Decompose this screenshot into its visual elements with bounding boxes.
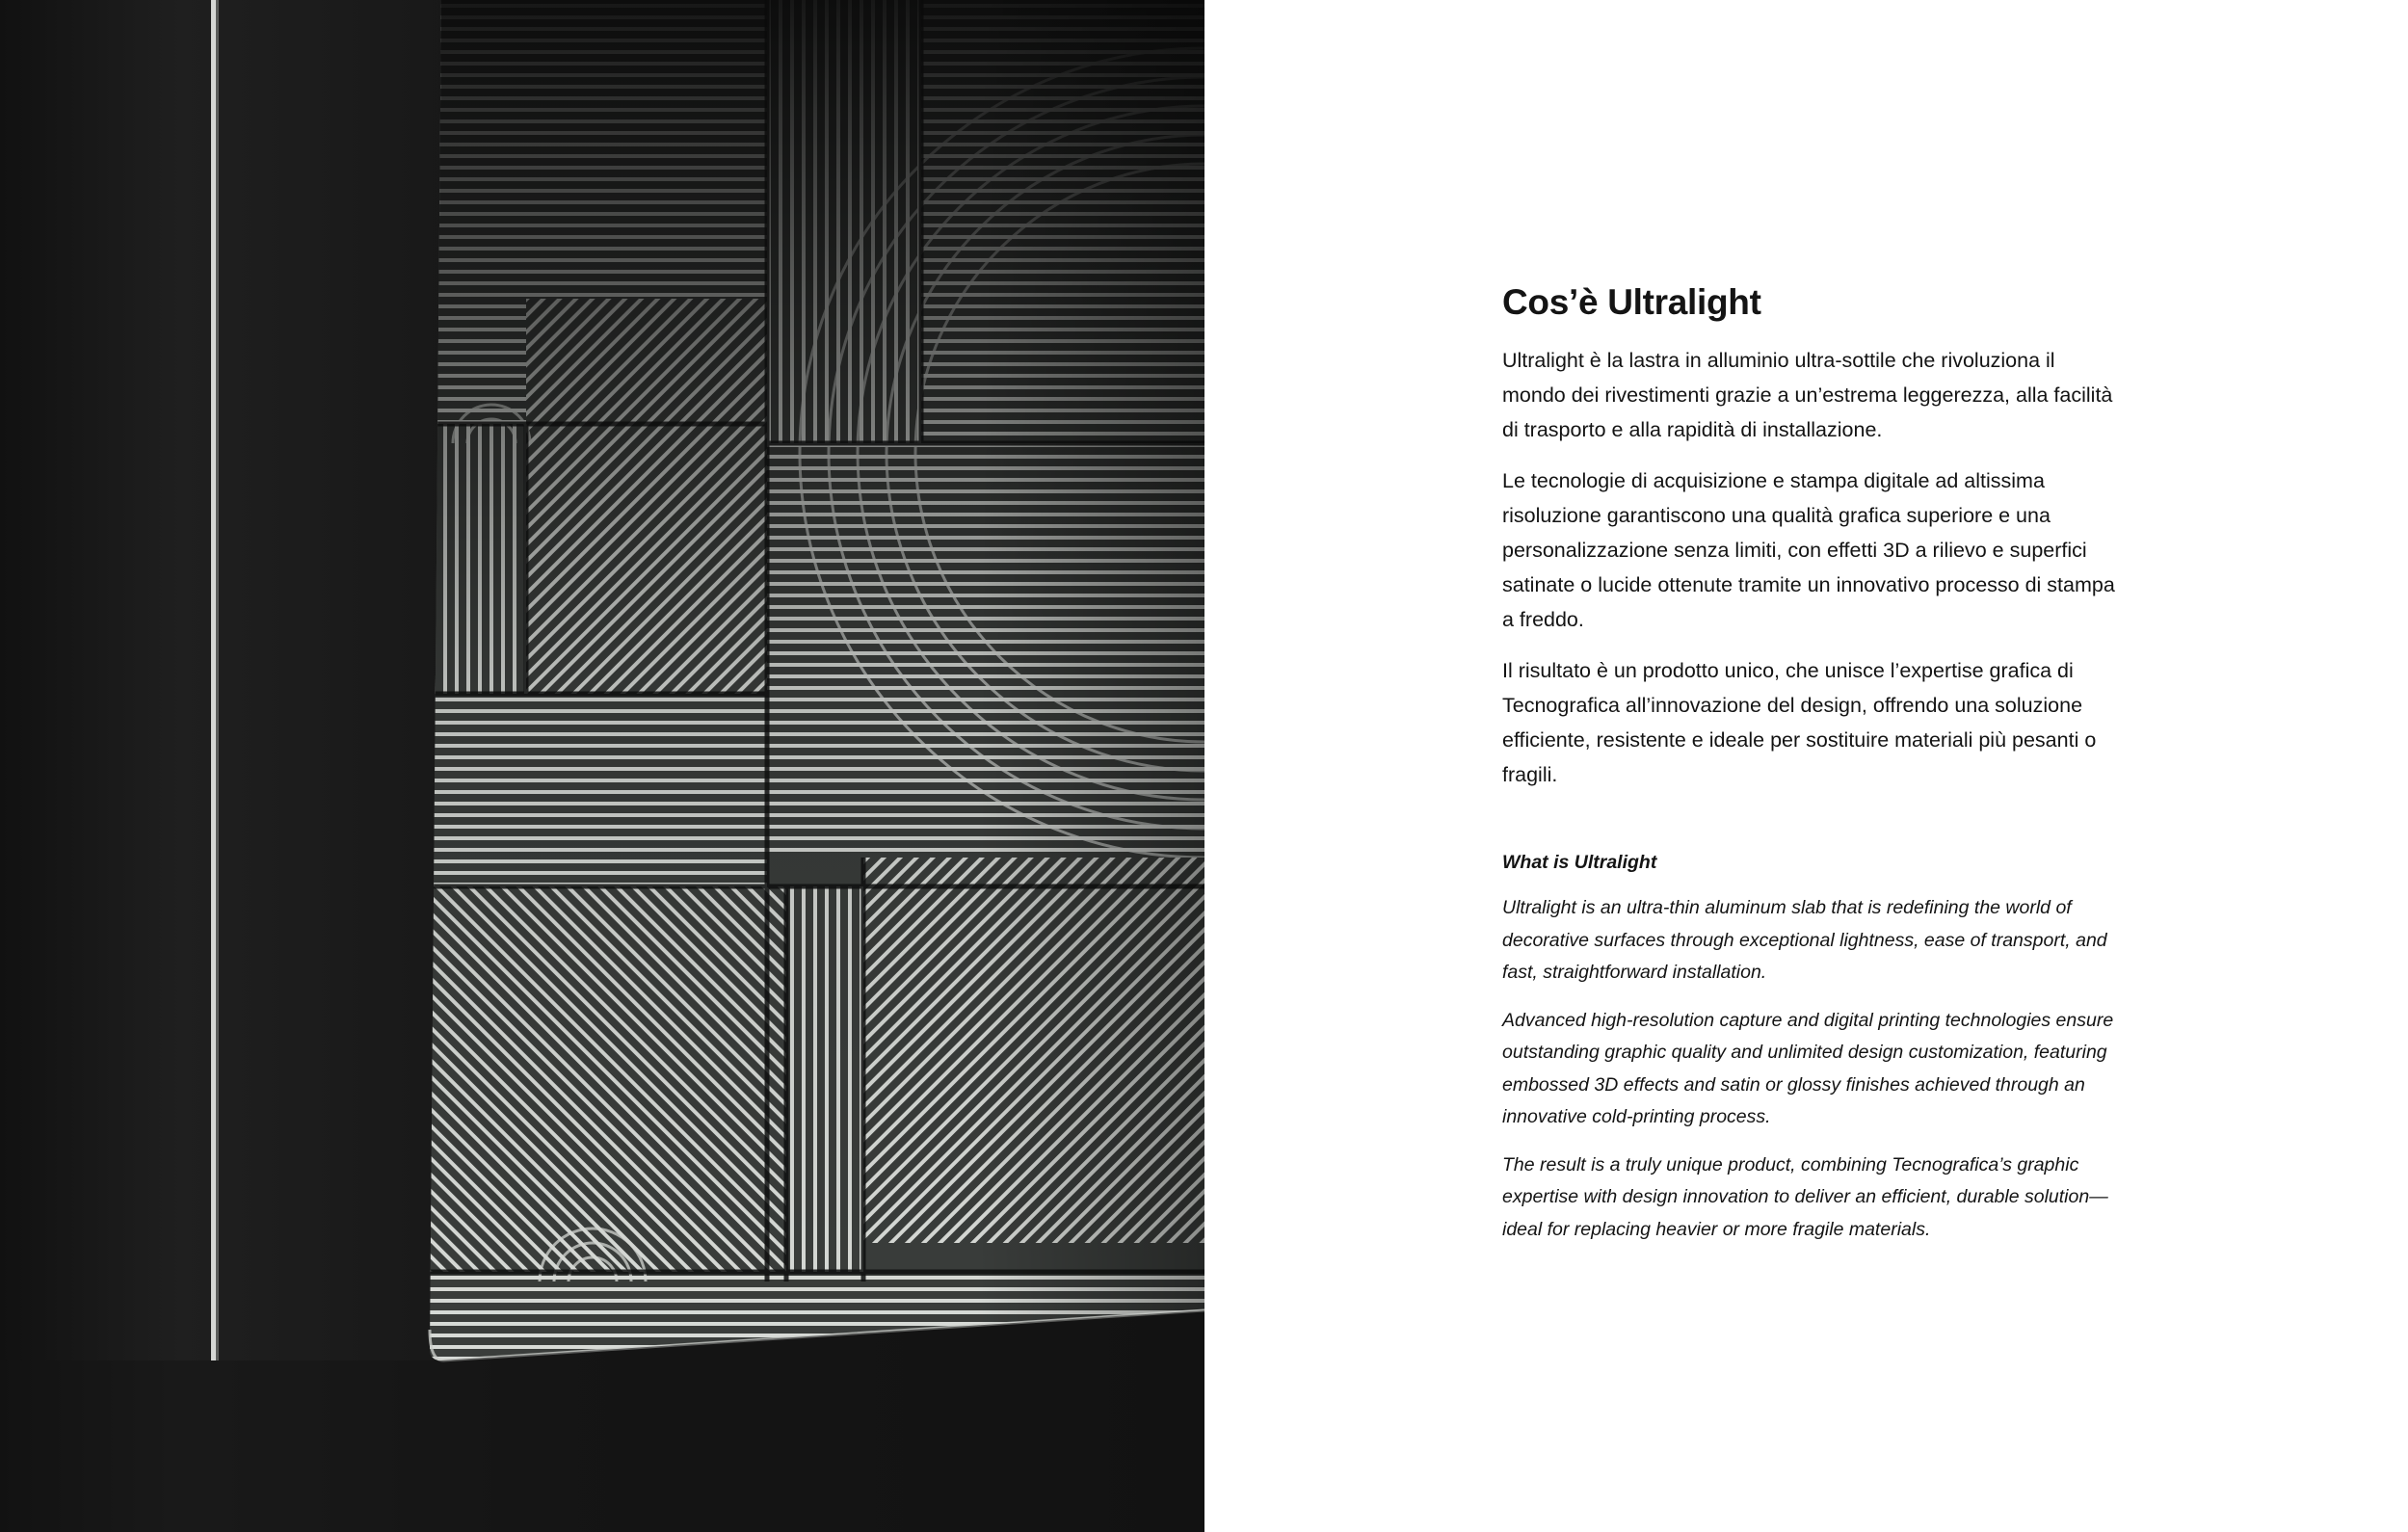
english-title: What is Ultralight (1502, 852, 1657, 873)
english-section (1502, 848, 2119, 1246)
text-column (1502, 277, 2119, 1261)
english-paragraph-3: The result is a truly unique product, combining Tecnografica’s graphic expertise with design innovation to deliver an efficient, durable solution—ideal for replacing heavier or more fragile materials. (1502, 1153, 2108, 1240)
text-page (1204, 0, 2408, 1532)
english-paragraph-2: Advanced high-resolution capture and digital printing technologies ensure outstanding graphic quality and unlimited design customization, featuring embossed 3D effects and satin or glossy finishes achieved through an innovative cold-printing process. (1502, 1009, 2114, 1127)
english-paragraph-1: Ultralight is an ultra-thin aluminum slab that is redefining the world of decorative surfaces through exceptional lightness, ease of transport, and fast, straightforward installation. (1502, 897, 2107, 983)
italian-paragraph-1: Ultralight è la lastra in alluminio ultra-sottile che rivoluziona il mondo dei rivestimenti grazie a un’estrema leggerezza, alla facilità di trasporto e alla rapidità di installazione. (1502, 349, 2113, 441)
italian-paragraph-2: Le tecnologie di acquisizione e stampa digitale ad altissima risoluzione garantiscono una qualità grafica superiore e una personalizzazione senza limiti, con effetti 3D a rilievo e superfici satinate o lucide ottenute tramite un innovativo processo di stampa a freddo. (1502, 469, 2115, 631)
italian-paragraph-3: Il risultato è un prodotto unico, che unisce l’expertise grafica di Tecnografica all’innovazione del design, offrendo una soluzione efficiente, resistente e ideale per sostituire materiali più pesanti o fragili. (1502, 659, 2097, 786)
page-title: Cos’è Ultralight (1502, 282, 1761, 322)
